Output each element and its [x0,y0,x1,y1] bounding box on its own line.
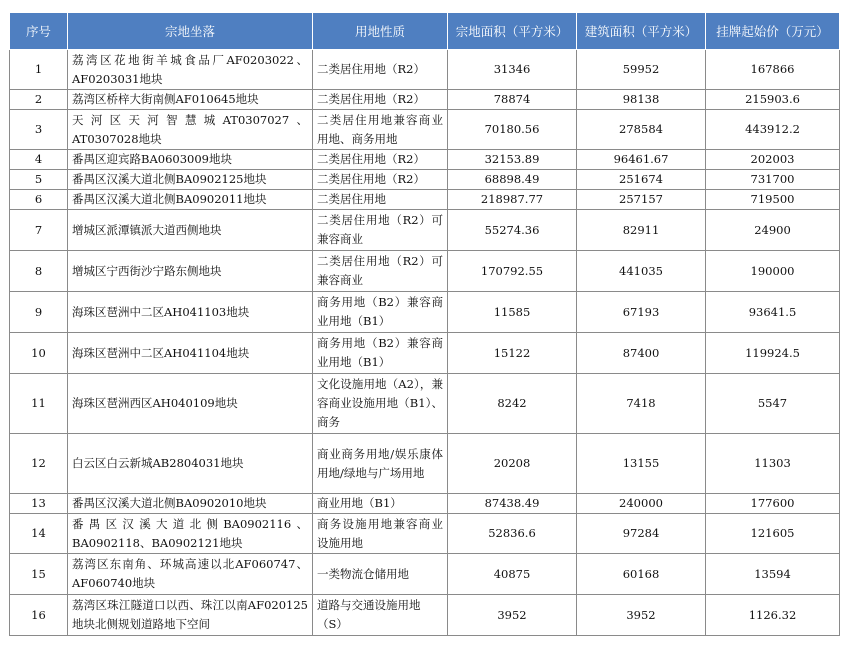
cell-land-area: 15122 [448,333,577,374]
cell-seq: 12 [10,434,68,494]
cell-building-area: 82911 [577,210,706,251]
cell-location: 增城区宁西街沙宁路东侧地块 [68,251,313,292]
cell-price: 11303 [706,434,840,494]
cell-building-area: 97284 [577,514,706,554]
cell-price: 190000 [706,251,840,292]
cell-land-area: 52836.6 [448,514,577,554]
cell-nature: 二类居住用地 [313,190,448,210]
cell-land-area: 68898.49 [448,170,577,190]
cell-nature: 商务用地（B2）兼容商业用地（B1） [313,333,448,374]
cell-building-area: 441035 [577,251,706,292]
cell-building-area: 257157 [577,190,706,210]
cell-nature: 二类居住用地（R2） [313,90,448,110]
cell-price: 5547 [706,374,840,434]
cell-seq: 7 [10,210,68,251]
land-auction-table [9,12,840,636]
table-row [10,494,840,514]
cell-nature: 一类物流仓储用地 [313,554,448,595]
cell-seq: 15 [10,554,68,595]
table-row [10,251,840,292]
cell-price: 13594 [706,554,840,595]
table-row [10,50,840,90]
cell-nature: 二类居住用地（R2） [313,50,448,90]
table-row [10,595,840,636]
cell-location: 荔湾区东南角、环城高速以北AF060747、AF060740地块 [68,554,313,595]
cell-price: 24900 [706,210,840,251]
cell-seq: 4 [10,150,68,170]
cell-building-area: 59952 [577,50,706,90]
cell-price: 215903.6 [706,90,840,110]
table-row [10,514,840,554]
cell-location: 荔湾区花地街羊城食品厂AF0203022、AF0203031地块 [68,50,313,90]
cell-land-area: 78874 [448,90,577,110]
cell-seq: 6 [10,190,68,210]
cell-location: 荔湾区珠江隧道口以西、珠江以南AF020125地块北侧规划道路地下空间 [68,595,313,636]
cell-building-area: 13155 [577,434,706,494]
table-body [10,50,840,636]
table-row [10,333,840,374]
cell-location: 海珠区琶洲西区AH040109地块 [68,374,313,434]
cell-price: 177600 [706,494,840,514]
cell-location: 番禺区汉溪大道北侧BA0902011地块 [68,190,313,210]
cell-location: 增城区派潭镇派大道西侧地块 [68,210,313,251]
cell-land-area: 8242 [448,374,577,434]
cell-land-area: 11585 [448,292,577,333]
table-row [10,554,840,595]
table-row [10,170,840,190]
cell-nature: 二类居住用地兼容商业用地、商务用地 [313,110,448,150]
cell-seq: 8 [10,251,68,292]
cell-price: 93641.5 [706,292,840,333]
cell-building-area: 278584 [577,110,706,150]
cell-nature: 商业用地（B1） [313,494,448,514]
col-header-seq: 序号 [10,13,68,50]
cell-nature: 商务用地（B2）兼容商业用地（B1） [313,292,448,333]
cell-location: 番禺区迎宾路BA0603009地块 [68,150,313,170]
cell-nature: 道路与交通设施用地（S） [313,595,448,636]
cell-location: 番禺区汉溪大道北侧BA0902125地块 [68,170,313,190]
cell-price: 443912.2 [706,110,840,150]
cell-land-area: 40875 [448,554,577,595]
cell-price: 719500 [706,190,840,210]
table-row [10,190,840,210]
cell-land-area: 70180.56 [448,110,577,150]
cell-seq: 2 [10,90,68,110]
table-row [10,292,840,333]
cell-seq: 14 [10,514,68,554]
cell-location: 白云区白云新城AB2804031地块 [68,434,313,494]
cell-land-area: 3952 [448,595,577,636]
cell-price: 731700 [706,170,840,190]
col-header-building-area: 建筑面积（平方米） [577,13,706,50]
cell-seq: 1 [10,50,68,90]
cell-location: 海珠区琶洲中二区AH041104地块 [68,333,313,374]
cell-land-area: 55274.36 [448,210,577,251]
col-header-price: 挂牌起始价（万元） [706,13,840,50]
cell-price: 1126.32 [706,595,840,636]
table-row [10,150,840,170]
cell-nature: 商业商务用地/娱乐康体用地/绿地与广场用地 [313,434,448,494]
col-header-land-area: 宗地面积（平方米） [448,13,577,50]
col-header-nature: 用地性质 [313,13,448,50]
cell-price: 202003 [706,150,840,170]
table-row [10,434,840,494]
cell-location: 海珠区琶洲中二区AH041103地块 [68,292,313,333]
cell-location: 荔湾区桥梓大街南侧AF010645地块 [68,90,313,110]
cell-nature: 商务设施用地兼容商业设施用地 [313,514,448,554]
cell-land-area: 87438.49 [448,494,577,514]
cell-building-area: 87400 [577,333,706,374]
col-header-location: 宗地坐落 [68,13,313,50]
cell-seq: 13 [10,494,68,514]
cell-nature: 文化设施用地（A2），兼容商业设施用地（B1）、商务 [313,374,448,434]
table-row [10,210,840,251]
cell-building-area: 98138 [577,90,706,110]
cell-nature: 二类居住用地（R2）可兼容商业 [313,251,448,292]
cell-building-area: 7418 [577,374,706,434]
cell-nature: 二类居住用地（R2） [313,170,448,190]
cell-building-area: 251674 [577,170,706,190]
cell-location: 番禺区汉溪大道北侧BA0902010地块 [68,494,313,514]
cell-seq: 5 [10,170,68,190]
cell-building-area: 60168 [577,554,706,595]
cell-seq: 10 [10,333,68,374]
cell-seq: 16 [10,595,68,636]
cell-land-area: 218987.77 [448,190,577,210]
cell-location: 天河区天河智慧城AT0307027、AT0307028地块 [68,110,313,150]
cell-building-area: 240000 [577,494,706,514]
cell-land-area: 31346 [448,50,577,90]
table-header [10,13,840,50]
cell-price: 167866 [706,50,840,90]
cell-land-area: 170792.55 [448,251,577,292]
cell-building-area: 67193 [577,292,706,333]
cell-land-area: 32153.89 [448,150,577,170]
cell-building-area: 96461.67 [577,150,706,170]
table-row [10,374,840,434]
cell-price: 119924.5 [706,333,840,374]
cell-building-area: 3952 [577,595,706,636]
cell-nature: 二类居住用地（R2）可兼容商业 [313,210,448,251]
cell-seq: 9 [10,292,68,333]
header-row [10,13,840,50]
table-row [10,110,840,150]
cell-location: 番禺区汉溪大道北侧BA0902116、BA0902118、BA0902121地块 [68,514,313,554]
cell-nature: 二类居住用地（R2） [313,150,448,170]
table-row [10,90,840,110]
cell-seq: 11 [10,374,68,434]
cell-land-area: 20208 [448,434,577,494]
cell-price: 121605 [706,514,840,554]
cell-seq: 3 [10,110,68,150]
